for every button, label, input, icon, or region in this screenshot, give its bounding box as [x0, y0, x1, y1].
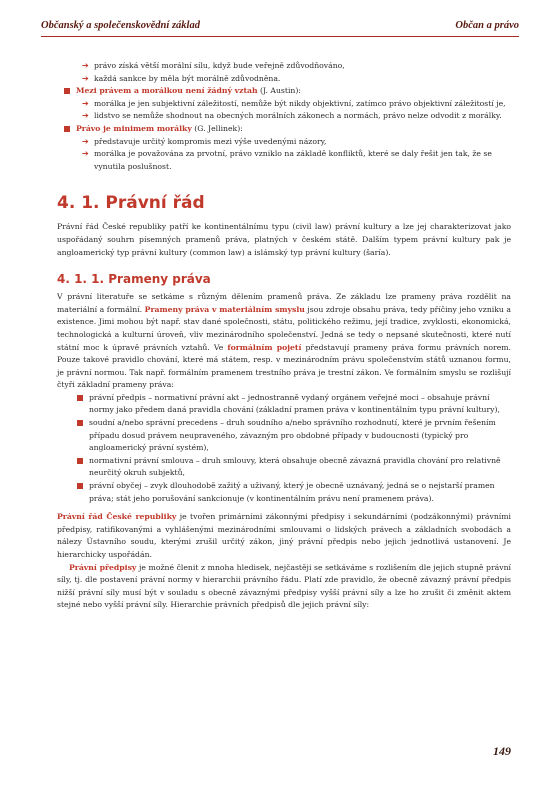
- bullet-item: Mezi právem a morálkou není žádný vztah (J. Austin):: [64, 85, 511, 98]
- section-paragraph: Právní řád České republiky patří ke kontinentálnímu typu (civil law) právní kultury a lze jej charakterizovat jako uspořádaný souhrn písemných pramenů práva, platných v českém státě. Dalším typem právní kultury pak je angloamerický typ právní kultury (common law) a islámský typ právní kultury (šaría).: [57, 222, 511, 257]
- list-item: právní obyčej – zvyk dlouhodobě zažitý a uživaný, který je obecně uznávaný, jedná se o nejstarší pramen práva; stát jeho porušování sankcionuje (v kontinentálním právu není pramenem práva).: [77, 480, 511, 505]
- square-bullet-icon: [64, 88, 70, 94]
- square-bullet-icon: [77, 458, 83, 464]
- square-bullet-icon: [77, 395, 83, 401]
- arrow-icon: ➔: [82, 61, 89, 70]
- section-heading: 4. 1. Právní řád: [57, 193, 205, 214]
- arrow-icon: ➔: [82, 98, 89, 108]
- arrow-item: ➔ právo získá větší morální sílu, když bude veřejně zdůvodňováno,: [82, 60, 511, 73]
- page-content: [57, 60, 511, 612]
- square-bullet-icon: [77, 420, 83, 426]
- arrow-icon: ➔: [82, 149, 89, 159]
- page-number: 149: [493, 744, 511, 758]
- paragraph-legal-order: Právní řád České republiky je tvořen primárními zákonnými předpisy i sekundárními (podzákonnými) právními předpisy, ratifikovanými a vyhlášenými mezinárodními smlouvami o lidských právech a základních svobodách a nálezy Ústavního soudu, kterými zrušil určitý zákon, jiný právní předpis nebo jejich jednotlivá ustanovení. Je hierarchicky uspořádán.: [57, 512, 511, 559]
- header-chapter-title: Občan a právo: [455, 20, 519, 31]
- arrow-item: ➔ lidstvo se nemůže shodnout na obecných morálních zákonech a normách, právo nelze odvodit z morálky.: [82, 110, 511, 123]
- arrow-item: ➔ morálka je jen subjektivní záležitostí, nemůže být nikdy objektivní, zatímco právo objektivní záležitostí je,: [82, 98, 511, 111]
- running-header: [41, 20, 519, 37]
- arrow-item: ➔ každá sankce by měla být morálně zdůvodněna.: [82, 73, 511, 86]
- list-item: soudní a/nebo správní precedens – druh soudního a/nebo správního rozhodnutí, které je prvním řešením případu dosud právem neupraveného, závazným pro obdobné případy v budoucnosti (typický pro angloamerický právní systém),: [77, 417, 511, 455]
- bullet-item: Právo je minimem morálky (G. Jellinek):: [64, 123, 511, 136]
- subsection-heading: 4. 1. 1. Prameny práva: [57, 272, 211, 287]
- square-bullet-icon: [64, 126, 70, 132]
- arrow-icon: ➔: [82, 136, 89, 146]
- paragraph-sources: V právní literatuře se setkáme s různým dělením pramenů práva. Ze základu lze prameny práva rozdělit na materiální a formální. Prameny práva v materiálním smyslu jsou zdroje obsahu práva, tedy příčiny jeho vzniku a existence. Jimi mohou být např. stav dané společnosti, státu, politického režimu, její tradice, zvyklosti, ekonomická, technologická a kulturní úroveň, vliv mezinárodního společenství. Jedná se tedy o nepsané skutečnosti, které nutí státní moc k úpravě právních vztahů. Ve formálním pojetí představují prameny práva formu právních norem. Pouze takové pravidlo chování, které má státem, resp. v mezinárodním právu společenstvím států uznanou formu, je právní normou. Tak např. formálním pramenem trestního práva je trestní zákon. Ve formálním smyslu se rozlišují čtyři základní prameny práva:: [57, 292, 512, 390]
- list-item: normativní právní smlouva – druh smlouvy, která obsahuje obecně závazná pravidla chování pro relativně neurčitý okruh subjektů,: [77, 455, 511, 480]
- arrow-icon: ➔: [82, 73, 89, 83]
- header-book-title: Občanský a společenskovědní základ: [41, 20, 200, 31]
- square-bullet-icon: [77, 483, 83, 489]
- list-item: právní předpis – normativní právní akt – jednostranně vydaný orgánem veřejné moci – obsahuje právní normy jako předem daná pravidla chování (základní pramen práva v kontinentálním typu právní kultury),: [77, 392, 511, 417]
- arrow-item: ➔ morálka je považována za prvotní, právo vzniklo na základě konfliktů, které se daly řešit jen tak, že se vynutila poslušnost.: [82, 149, 492, 171]
- paragraph-legal-regulations: Právní předpisy je možné členit z mnoha hledisek, nejčastěji se setkáváme s rozlišením dle jejich stupně právní síly, tj. dle postavení právní normy v hierarchii právního řádu. Platí zde pravidlo, že obecně závazný právní předpis nižší právní síly musí být v souladu s obecně závaznými předpisy vyšší právní síly a lze ho zrušit či změnit aktem stejné nebo vyšší právní síly. Hierarchie právních předpisů dle jejich právní síly:: [57, 562, 511, 610]
- arrow-icon: ➔: [82, 111, 89, 121]
- arrow-item: ➔ představuje určitý kompromis mezi výše uvedenými názory,: [82, 136, 511, 149]
